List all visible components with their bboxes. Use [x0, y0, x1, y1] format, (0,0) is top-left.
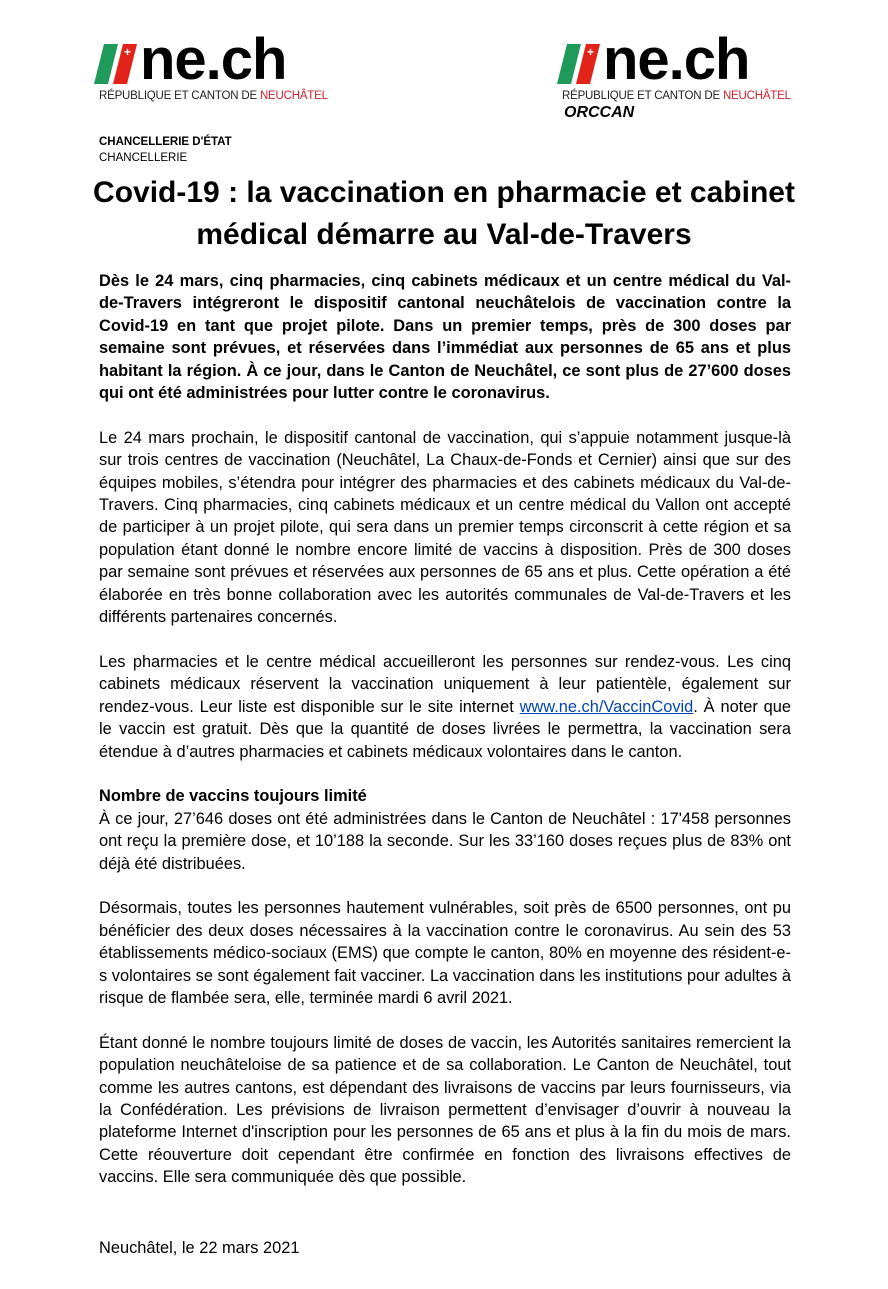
logo-subtitle: RÉPUBLIQUE ET CANTON DE NEUCHÂTEL: [562, 90, 791, 102]
section-heading: Nombre de vaccins toujours limité: [99, 787, 367, 806]
paragraph-text: . À noter que le vaccin est gratuit. Dès que la quantité de doses livrées le permettra, la vaccination sera étendue à d’autres pharmacies et cabinets médicaux volontaires dans le canton.: [99, 697, 791, 761]
swiss-cross-stripe-icon: +: [113, 44, 137, 84]
page-title: Covid-19 : la vaccination en pharmacie et cabinet médical démarre au Val-de-Travers: [93, 176, 795, 251]
lead-paragraph: Dès le 24 mars, cinq pharmacies, cinq cabinets médicaux et un centre médical du Val-de-Travers intégreront le dispositif cantonal neuchâtelois de vaccination contre la Covid-19 en tant que projet pilote. Dans un premier temps, près de 300 doses par semaine sont prévues, et réservées dans l’immédiat aux personnes de 65 ans et plus habitant la région. À ce jour, dans le Canton de Neuchâtel, ce sont plus de 27’600 doses qui ont été administrées pour lutter contre le coronavirus.: [99, 272, 791, 403]
body-paragraph: Désormais, toutes les personnes hautement vulnérables, soit près de 6500 personnes, ont pu bénéficier des deux doses nécessaires à la vaccination contre le coronavirus. Au sein des 53 établissements médico-sociaux (EMS) que compte le canton, 80% en moyenne des résident-e-s volontaires se sont également fait vacciner. La vaccination dans les institutions pour adultes à risque de flambée sera, elle, terminée mardi 6 avril 2021.: [99, 899, 791, 1007]
department-block: [99, 134, 232, 166]
article-body: [99, 270, 791, 1189]
logo-subtitle: RÉPUBLIQUE ET CANTON DE NEUCHÂTEL: [99, 90, 328, 102]
vaccin-covid-link[interactable]: www.ne.ch/VaccinCovid: [519, 697, 694, 716]
body-paragraph: [99, 651, 791, 763]
office-name: CHANCELLERIE: [99, 152, 188, 164]
body-paragraph: À ce jour, 27’646 doses ont été administrées dans le Canton de Neuchâtel : 17'458 personnes ont reçu la première dose, et 10’188 la seconde. Sur les 33’160 doses reçues plus de 83% ont déjà été distribuées.: [99, 809, 791, 873]
department-name: CHANCELLERIE D'ÉTAT: [99, 136, 232, 148]
logo-republique-neuchatel: [99, 27, 328, 102]
logo-unit: ORCCAN: [564, 104, 635, 121]
swiss-cross-stripe-icon: +: [576, 44, 600, 84]
place-date: Neuchâtel, le 22 mars 2021: [99, 1238, 300, 1257]
paragraph-text: Les pharmacies et le centre médical accueilleront les personnes sur rendez-vous. Les cinq cabinets médicaux réservent la vaccination uniquement à leur patientèle, également sur rendez-vous. Leur liste est disponible sur le site internet: [99, 652, 791, 716]
body-paragraph: Le 24 mars prochain, le dispositif cantonal de vaccination, qui s’appuie notamment jusque-là sur trois centres de vaccination (Neuchâtel, La Chaux-de-Fonds et Cernier) ainsi que sur des équipes mobiles, s’étendra pour intégrer des pharmacies et des cabinets médicaux du Val-de-Travers. Cinq pharmacies, cinq cabinets médicaux et un centre médical du Vallon ont accepté de participer à un projet pilote, qui sera dans un premier temps circonscrit à cette région et sa population étant donné le nombre encore limité de vaccins à disposition. Près de 300 doses par semaine sont prévues et réservées aux personnes de 65 ans et plus. Cette opération a été élaborée en très bonne collaboration avec les autorités communales de Val-de-Travers et les différents partenaires concernés.: [99, 428, 791, 627]
body-paragraph: Étant donné le nombre toujours limité de doses de vaccin, les Autorités sanitaires remercient la population neuchâteloise de sa patience et de sa collaboration. Le Canton de Neuchâtel, tout comme les autres cantons, est dépendant des livraisons de vaccins par leurs fournisseurs, via la Confédération. Les prévisions de livraison permettent d’envisager d’ouvrir à nouveau la plateforme Internet d'inscription pour les personnes de 65 ans et plus à la fin du mois de mars. Cette réouverture doit cependant être confirmée en fonction des livraisons effectives de vaccins. Elle sera communiquée dès que possible.: [99, 1033, 791, 1187]
logo-wordmark: ne.ch: [140, 27, 287, 92]
document-flow: [99, 270, 791, 1289]
logo-wordmark: ne.ch: [603, 27, 750, 92]
logo-orccan: [562, 27, 791, 122]
